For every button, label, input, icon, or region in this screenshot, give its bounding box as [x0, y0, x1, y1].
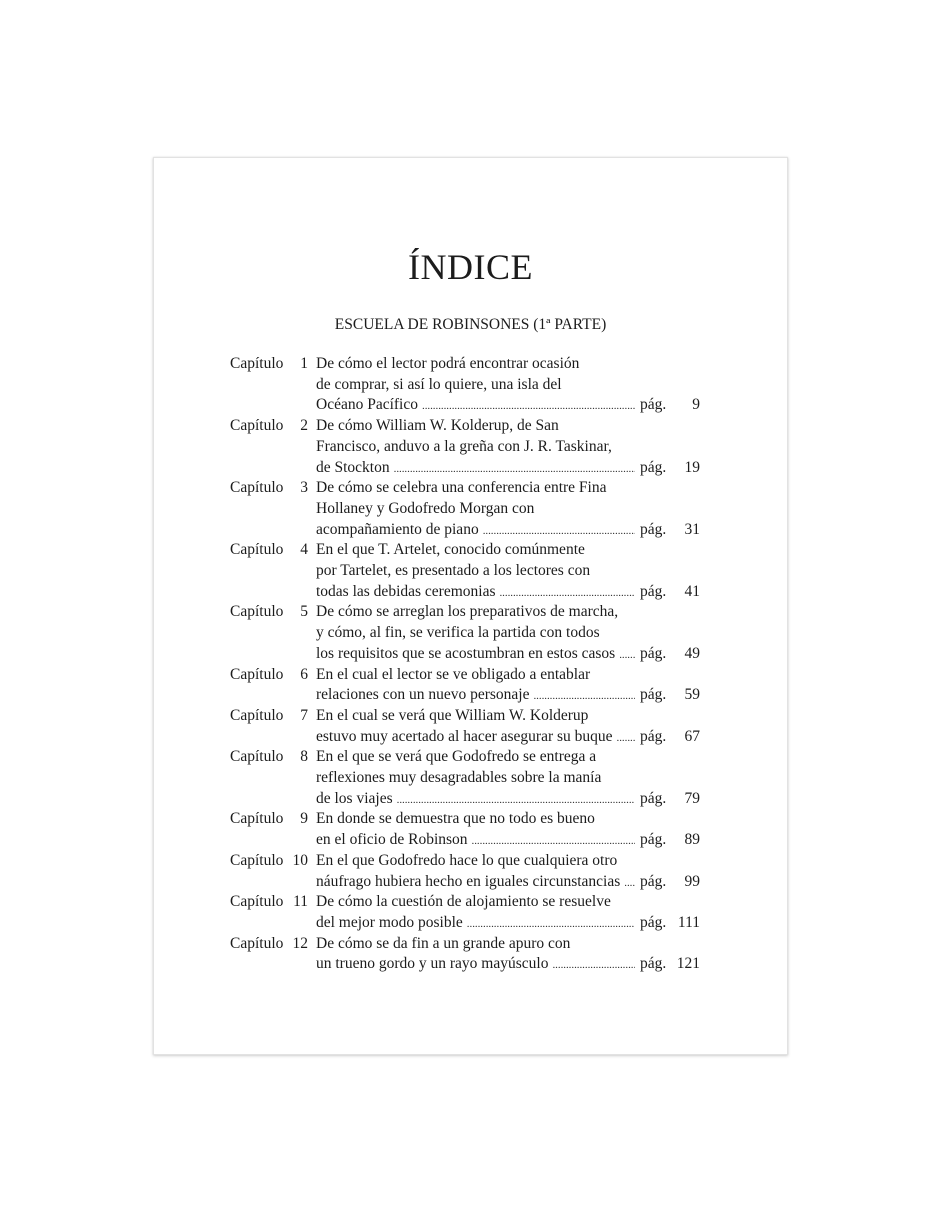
- chapter-description: [316, 478, 700, 540]
- chapter-last-line: [316, 520, 700, 541]
- chapter-description: [316, 540, 700, 602]
- dot-leader: [422, 401, 635, 412]
- section-subtitle: ESCUELA DE ROBINSONES (1ª PARTE): [334, 316, 607, 333]
- page-abbrev: pág.: [640, 789, 667, 807]
- page-abbrev: pág.: [640, 644, 667, 662]
- page-number: 121: [676, 955, 700, 973]
- table-of-contents: [230, 354, 700, 975]
- page-number: 9: [692, 396, 700, 414]
- chapter-description-line: De cómo el lector podrá encontrar ocasión: [316, 355, 580, 372]
- chapter-description-line: En el cual se verá que William W. Kolderup: [316, 706, 589, 724]
- chapter-last-line: [316, 872, 700, 893]
- page-abbrev: pág.: [640, 686, 667, 704]
- chapter-description-line: Océano Pacífico: [316, 396, 418, 414]
- page-number: 41: [684, 582, 700, 600]
- chapter-number: 9: [300, 810, 308, 828]
- dot-leader: [499, 588, 635, 599]
- chapter-last-line: [316, 458, 700, 479]
- dot-leader: [483, 526, 635, 537]
- toc-entry: [230, 602, 700, 664]
- chapter-description-line: En el cual el lector se ve obligado a entablar: [316, 665, 591, 683]
- page-number: 67: [684, 727, 700, 745]
- page-abbrev: pág.: [640, 872, 667, 890]
- chapter-number: 1: [300, 355, 308, 372]
- page-abbrev: pág.: [640, 727, 667, 745]
- chapter-description: [316, 665, 700, 706]
- toc-entry: [230, 665, 700, 706]
- toc-entry: [230, 416, 700, 478]
- dot-leader: [467, 919, 635, 930]
- chapter-last-line: [316, 582, 700, 603]
- page-number: 89: [684, 831, 700, 849]
- page-number: 31: [684, 520, 700, 538]
- page-number: 59: [684, 686, 700, 704]
- chapter-description-line: todas las debidas ceremonias: [316, 582, 496, 600]
- chapter-description: [316, 892, 700, 933]
- chapter-description-line: De cómo la cuestión de alojamiento se resuelve: [316, 893, 611, 911]
- chapter-label: Capítulo: [230, 748, 284, 766]
- chapter-last-line: [316, 644, 700, 665]
- chapter-last-line: [316, 913, 700, 934]
- chapter-label: Capítulo: [230, 934, 284, 952]
- page-abbrev: pág.: [640, 831, 667, 849]
- chapter-label: Capítulo: [230, 706, 284, 724]
- chapter-label: Capítulo: [230, 893, 284, 911]
- chapter-description-line: En el que se verá que Godofredo se entrega a: [316, 748, 597, 766]
- chapter-number: 5: [300, 603, 308, 621]
- chapter-label: Capítulo: [230, 355, 284, 372]
- chapter-number: 2: [300, 417, 308, 435]
- chapter-description-line: relaciones con un nuevo personaje: [316, 686, 530, 704]
- chapter-description-line: De cómo se da fin a un grande apuro con: [316, 934, 571, 952]
- chapter-description: [316, 706, 700, 747]
- chapter-description-line: De cómo se arreglan los preparativos de marcha,: [316, 603, 619, 621]
- dot-leader: [624, 878, 635, 889]
- chapter-number: 10: [292, 851, 308, 869]
- book-page: [153, 157, 788, 1055]
- chapter-description: [316, 809, 700, 850]
- chapter-label: Capítulo: [230, 603, 284, 621]
- chapter-number: 4: [300, 541, 308, 559]
- chapter-description-line: acompañamiento de piano: [316, 520, 479, 538]
- chapter-description-line: los requisitos que se acostumbran en estos casos: [316, 644, 616, 662]
- chapter-description: [316, 934, 700, 975]
- page-number: 79: [684, 789, 700, 807]
- chapter-last-line: [316, 395, 700, 416]
- page-number: 99: [684, 872, 700, 890]
- toc-entry: [230, 809, 700, 850]
- page-abbrev: pág.: [640, 913, 667, 931]
- dot-leader: [533, 691, 635, 702]
- toc-entry: [230, 851, 700, 892]
- chapter-label: Capítulo: [230, 810, 284, 828]
- chapter-label: Capítulo: [230, 541, 284, 559]
- toc-entry: [230, 934, 700, 975]
- chapter-description: [316, 354, 700, 416]
- page-abbrev: pág.: [640, 458, 667, 476]
- toc-entry: [230, 892, 700, 933]
- chapter-last-line: [316, 685, 700, 706]
- chapter-description-line: del mejor modo posible: [316, 913, 463, 931]
- chapter-description-line: De cómo se celebra una conferencia entre Fina: [316, 479, 607, 497]
- chapter-description-line: en el oficio de Robinson: [316, 831, 468, 849]
- page-abbrev: pág.: [640, 582, 667, 600]
- chapter-description-line: estuvo muy acertado al hacer asegurar su buque: [316, 727, 613, 745]
- dot-leader: [552, 960, 635, 971]
- chapter-number: 12: [292, 934, 308, 952]
- chapter-number: 11: [293, 893, 308, 911]
- chapter-number: 8: [300, 748, 308, 766]
- chapter-description-line: náufrago hubiera hecho en iguales circunstancias: [316, 872, 621, 890]
- chapter-description: [316, 602, 700, 664]
- chapter-description: [316, 851, 700, 892]
- toc-entry: [230, 706, 700, 747]
- dot-leader: [397, 795, 635, 806]
- chapter-label: Capítulo: [230, 479, 284, 497]
- chapter-description-line: En el que Godofredo hace lo que cualquiera otro: [316, 851, 618, 869]
- page-abbrev: pág.: [640, 955, 667, 973]
- chapter-description-line: de los viajes: [316, 789, 393, 807]
- chapter-description-line: Francisco, anduvo a la greña con J. R. Taskinar,: [316, 437, 612, 455]
- chapter-description-line: De cómo William W. Kolderup, de San: [316, 417, 559, 435]
- chapter-last-line: [316, 789, 700, 810]
- chapter-description: [316, 747, 700, 809]
- dot-leader: [619, 650, 635, 661]
- toc-entry: [230, 747, 700, 809]
- chapter-description-line: En donde se demuestra que no todo es bueno: [316, 810, 595, 828]
- chapter-description-line: un trueno gordo y un rayo mayúsculo: [316, 955, 549, 973]
- toc-entry: [230, 540, 700, 602]
- chapter-description-line: de comprar, si así lo quiere, una isla del: [316, 375, 562, 393]
- page-number: 19: [684, 458, 700, 476]
- page-abbrev: pág.: [640, 520, 667, 538]
- chapter-last-line: [316, 830, 700, 851]
- chapter-description-line: por Tartelet, es presentado a los lectores con: [316, 562, 591, 580]
- chapter-description-line: En el que T. Artelet, conocido comúnmente: [316, 541, 585, 559]
- chapter-description-line: Hollaney y Godofredo Morgan con: [316, 499, 535, 517]
- chapter-label: Capítulo: [230, 665, 284, 683]
- chapter-description-line: y cómo, al fin, se verifica la partida con todos: [316, 624, 600, 642]
- chapter-description-line: reflexiones muy desagradables sobre la manía: [316, 769, 602, 787]
- dot-leader: [472, 836, 635, 847]
- page-number: 49: [684, 644, 700, 662]
- toc-entry: [230, 354, 700, 416]
- dot-leader: [617, 733, 635, 744]
- chapter-label: Capítulo: [230, 851, 284, 869]
- chapter-description: [316, 416, 700, 478]
- chapter-description-line: de Stockton: [316, 458, 390, 476]
- page-abbrev: pág.: [640, 396, 667, 414]
- dot-leader: [394, 464, 635, 475]
- chapter-label: Capítulo: [230, 417, 284, 435]
- page-number: 111: [677, 913, 700, 931]
- chapter-last-line: [316, 954, 700, 975]
- toc-entry: [230, 478, 700, 540]
- chapter-number: 3: [300, 479, 308, 497]
- page-title: ÍNDICE: [408, 247, 533, 287]
- chapter-last-line: [316, 727, 700, 748]
- chapter-number: 6: [300, 665, 308, 683]
- chapter-number: 7: [300, 706, 308, 724]
